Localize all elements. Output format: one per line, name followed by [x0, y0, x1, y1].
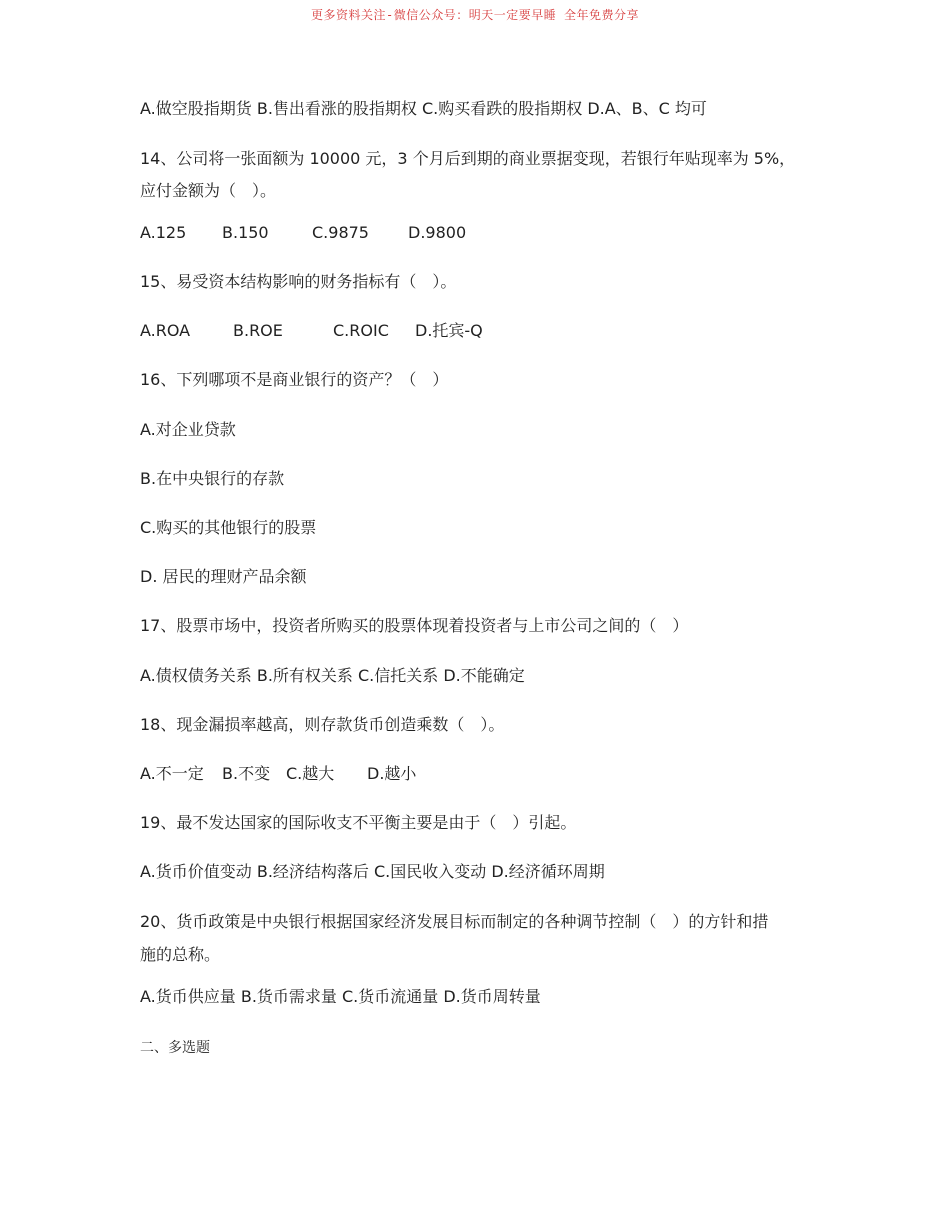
q19-options: A.货币价值变动 B.经济结构落后 C.国民收入变动 D.经济循环周期 — [140, 862, 605, 881]
q15-options — [140, 320, 483, 342]
q14-option-d: D.9800 — [408, 223, 467, 242]
q18-option-b: B.不变 — [222, 764, 271, 783]
q14-option-c: C.9875 — [312, 223, 369, 242]
q15-option-d: D.托宾-Q — [415, 321, 483, 340]
q16-option-c: C.购买的其他银行的股票 — [140, 518, 317, 537]
q18-option-a: A.不一定 — [140, 764, 204, 783]
q18-option-c: C.越大 — [286, 764, 335, 783]
q15-option-b: B.ROE — [233, 321, 283, 340]
q17-options: A.债权债务关系 B.所有权关系 C.信托关系 D.不能确定 — [140, 666, 525, 685]
q14-stem-line1: 14、公司将一张面额为 10000 元，3 个月后到期的商业票据变现，若银行年贴现率为 5%， — [140, 149, 796, 168]
q20-stem-line2: 施的总称。 — [140, 945, 221, 964]
q14-option-b: B.150 — [222, 223, 269, 242]
q15-option-a: A.ROA — [140, 321, 191, 340]
header-banner: 更多资料关注-微信公众号：明天一定要早睡 全年免费分享 — [311, 8, 639, 22]
q19-stem: 19、最不发达国家的国际收支不平衡主要是由于（ ）引起。 — [140, 813, 577, 832]
q16-option-d: D. 居民的理财产品余额 — [140, 567, 307, 586]
q14-stem-line2: 应付金额为（ ）。 — [140, 181, 277, 200]
q14-option-a: A.125 — [140, 223, 187, 242]
q16-option-a: A.对企业贷款 — [140, 420, 236, 439]
q14-options — [140, 222, 466, 244]
q15-option-c: C.ROIC — [333, 321, 389, 340]
q20-stem-line1: 20、货币政策是中央银行根据国家经济发展目标而制定的各种调节控制（ ）的方针和措 — [140, 912, 769, 931]
q17-stem: 17、股票市场中，投资者所购买的股票体现着投资者与上市公司之间的（ ） — [140, 616, 689, 635]
section-title-multiple-choice: 二、多选题 — [140, 1040, 210, 1056]
q13-options: A.做空股指期货 B.售出看涨的股指期权 C.购买看跌的股指期权 D.A、B、C 均可 — [140, 99, 707, 118]
q20-options: A.货币供应量 B.货币需求量 C.货币流通量 D.货币周转量 — [140, 987, 541, 1006]
q16-stem: 16、下列哪项不是商业银行的资产？（ ） — [140, 370, 449, 389]
q18-option-d: D.越小 — [367, 764, 417, 783]
q16-option-b: B.在中央银行的存款 — [140, 469, 285, 488]
q18-stem: 18、现金漏损率越高，则存款货币创造乘数（ ）。 — [140, 715, 505, 734]
q15-stem: 15、易受资本结构影响的财务指标有（ ）。 — [140, 272, 457, 291]
q18-options — [140, 763, 416, 785]
